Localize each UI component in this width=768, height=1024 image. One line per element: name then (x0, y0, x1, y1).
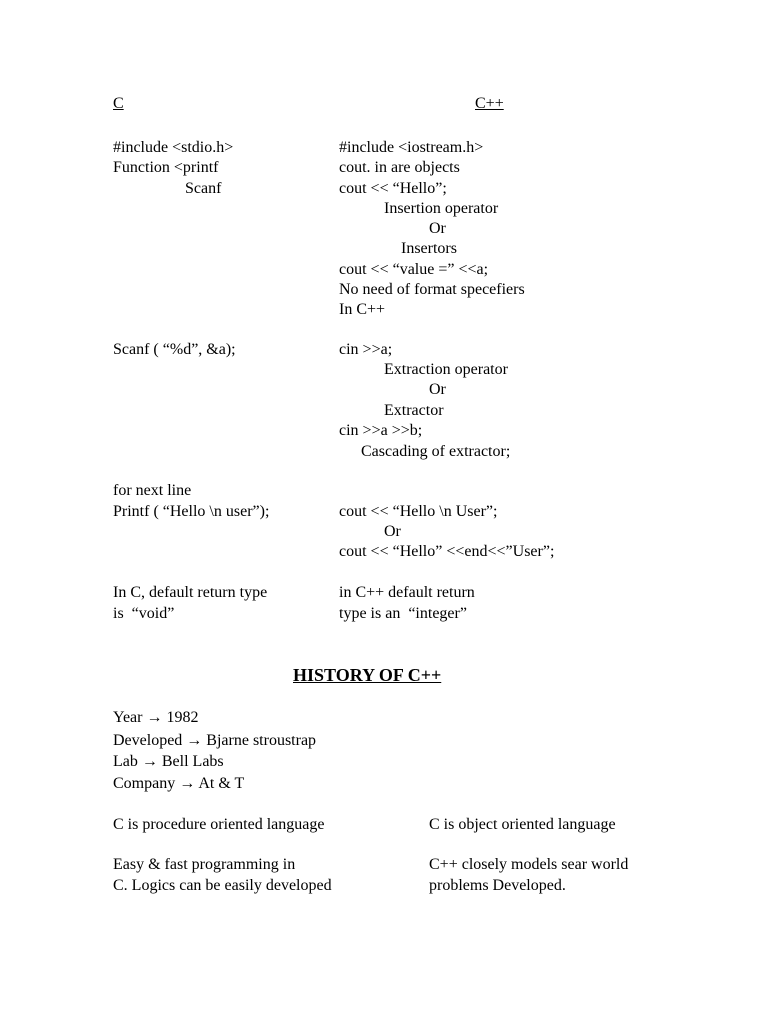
cpp-cout-objects-line: cout. in are objects (339, 159, 460, 176)
c-column-header: C (113, 95, 124, 112)
cpp-or-1: Or (429, 220, 446, 237)
cpp-cout-hello-user-line: cout << “Hello \n User”; (339, 503, 498, 520)
cpp-include-line: #include <iostream.h> (339, 139, 484, 156)
cpp-or-3: Or (384, 523, 401, 540)
cpp-insertion-operator: Insertion operator (384, 200, 499, 217)
cpp-cascading-line: Cascading of extractor; (361, 443, 511, 460)
c-default-return-line-2: is “void” (113, 605, 175, 622)
c-include-line: #include <stdio.h> (113, 139, 234, 156)
history-developed: Developed → Bjarne stroustrap (113, 732, 317, 749)
easy-programming-line-2: C. Logics can be easily developed (113, 877, 332, 894)
c-default-return-line-1: In C, default return type (113, 584, 268, 601)
models-line-1: C++ closely models sear world (429, 856, 629, 873)
cpp-default-return-line-2: type is an “integer” (339, 605, 467, 622)
cpp-cin-ab-line: cin >>a >>b; (339, 422, 423, 439)
cpp-no-format-line: No need of format specefiers (339, 281, 525, 298)
cpp-extraction-operator: Extraction operator (384, 361, 508, 378)
history-year: Year → 1982 (113, 709, 199, 726)
c-function-line: Function <printf (113, 159, 219, 176)
cpp-cout-endl-line: cout << “Hello” <<end<<”User”; (339, 543, 555, 560)
history-company: Company → At & T (113, 775, 245, 792)
cpp-column-header: C++ (475, 95, 504, 112)
c-printf-line: Printf ( “Hello \n user”); (113, 503, 270, 520)
cpp-default-return-line-1: in C++ default return (339, 584, 475, 601)
cpp-insertors: Insertors (401, 240, 457, 257)
cpp-extractor: Extractor (384, 402, 444, 419)
cpp-cin-a-line: cin >>a; (339, 341, 393, 358)
models-line-2: problems Developed. (429, 877, 566, 894)
c-scanf-call: Scanf ( “%d”, &a); (113, 341, 236, 358)
c-object-line: C is object oriented language (429, 816, 616, 833)
cpp-cout-value-line: cout << “value =” <<a; (339, 261, 489, 278)
cpp-in-cpp-line: In C++ (339, 301, 386, 318)
c-procedure-line: C is procedure oriented language (113, 816, 325, 833)
c-scanf-word: Scanf (185, 180, 222, 197)
easy-programming-line-1: Easy & fast programming in (113, 856, 296, 873)
history-title: HISTORY OF C++ (293, 665, 442, 685)
history-lab: Lab → Bell Labs (113, 753, 224, 770)
cpp-cout-hello-line: cout << “Hello”; (339, 180, 447, 197)
c-next-line-label: for next line (113, 482, 192, 499)
cpp-or-2: Or (429, 381, 446, 398)
